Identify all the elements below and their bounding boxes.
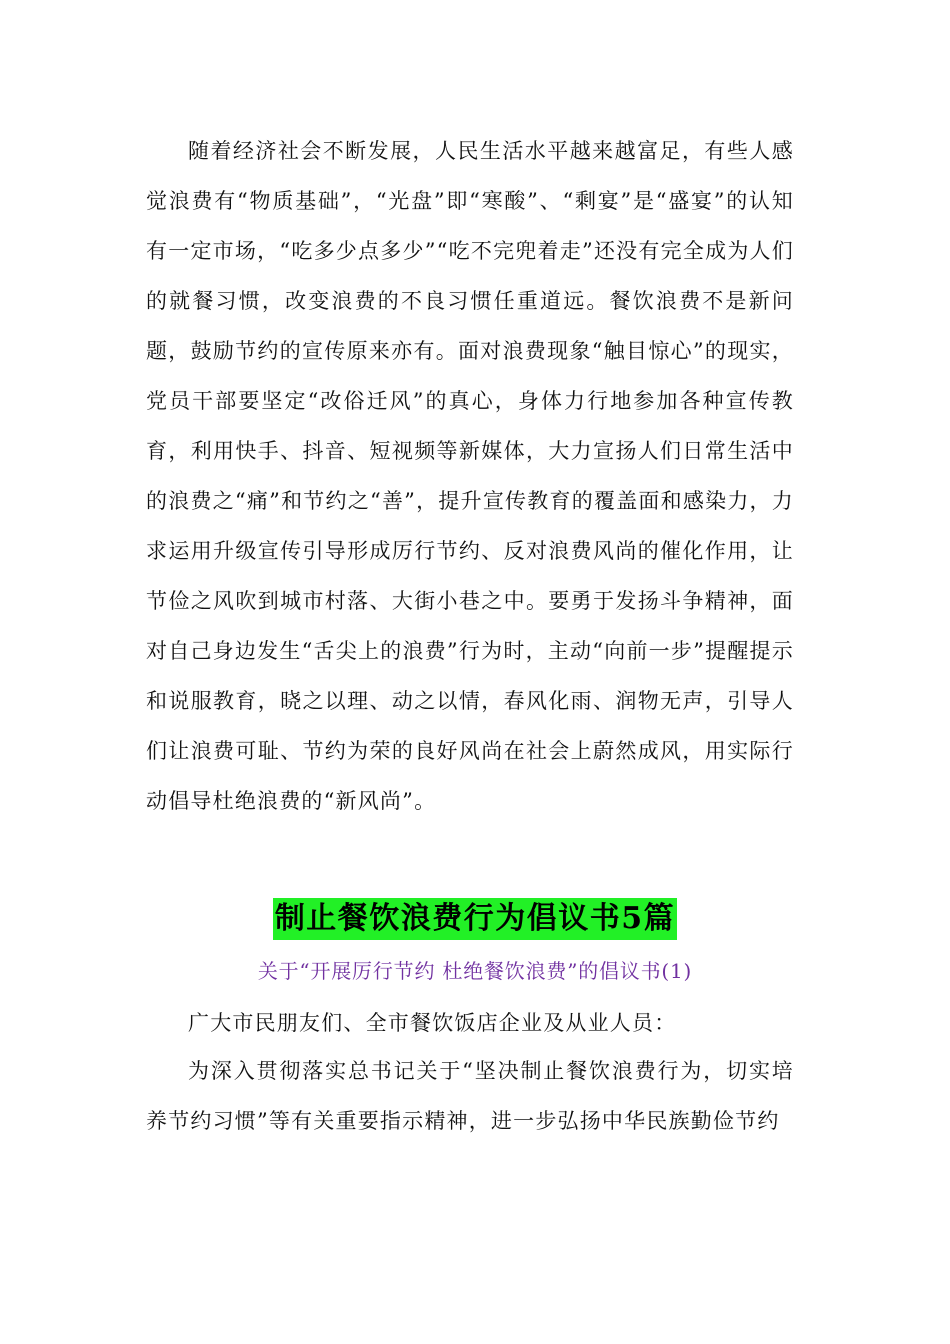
salutation-line: 广大市民朋友们、全市餐饮饭店企业及从业人员： xyxy=(188,1011,677,1035)
section-title: 制止餐饮浪费行为倡议书5篇 xyxy=(273,898,677,940)
section-title-container xyxy=(0,898,950,940)
section-subtitle: 关于“开展厉行节约 杜绝餐饮浪费”的倡议书(1) xyxy=(257,959,693,983)
body-paragraph-1: 随着经济社会不断发展，人民生活水平越来越富足，有些人感觉浪费有“物质基础”，“光盘”即“寒酸”、“剩宴”是“盛宴”的认知有一定市场，“吃多少点多少”“吃不完兜着走”还没有完全成为人们的就餐习惯，改变浪费的不良习惯任重道远。餐饮浪费不是新问题，鼓励节约的宣传原来亦有。面对浪费现象“触目惊心”的现实，党员干部要坚定“改俗迁风”的真心，身体力行地参加各种宣传教育，利用快手、抖音、短视频等新媒体，大力宣扬人们日常生活中的浪费之“痛”和节约之“善”，提升宣传教育的覆盖面和感染力，力求运用升级宣传引导形成厉行节约、反对浪费风尚的催化作用，让节俭之风吹到城市村落、大街小巷之中。要勇于发扬斗争精神，面对自己身边发生“舌尖上的浪费”行为时，主动“向前一步”提醒提示和说服教育，晓之以理、动之以情，春风化雨、润物无声，引导人们让浪费可耻、节约为荣的良好风尚在社会上蔚然成风，用实际行动倡导杜绝浪费的“新风尚”。 xyxy=(146,139,794,813)
body-paragraph-2: 为深入贯彻落实总书记关于“坚决制止餐饮浪费行为，切实培养节约习惯”等有关重要指示精神，进一步弘扬中华民族勤俭节约 xyxy=(146,1059,794,1133)
